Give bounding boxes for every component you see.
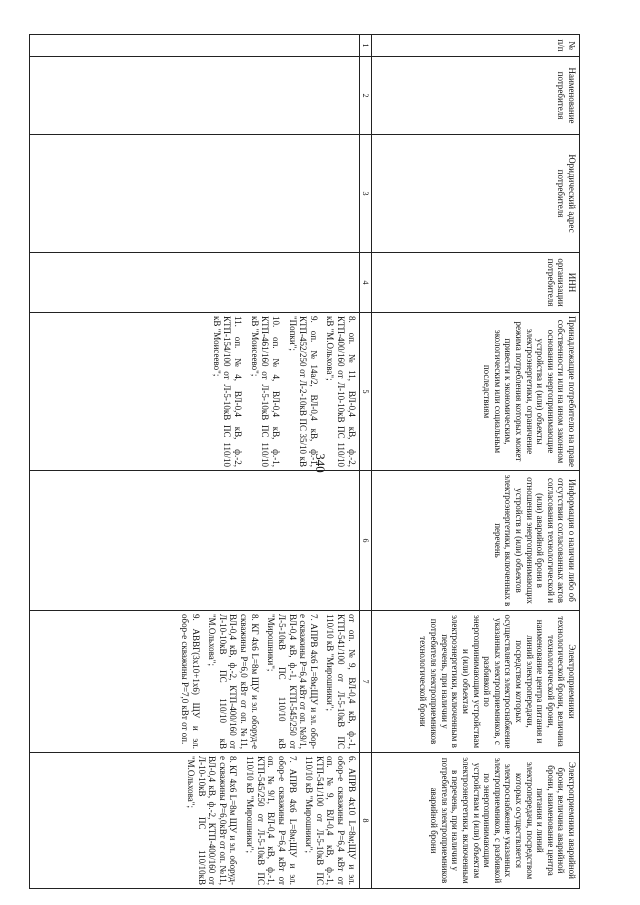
column-number: 4	[359, 253, 371, 313]
list-item: от оп. №9, ВЛ-0,4 кВ, ф.-1, КТП-541/100 от Л-5-10кВ ПС 110/10 кВ "Мирошники";	[325, 614, 357, 749]
cell-col8	[29, 753, 359, 889]
list-item: 7. АПРВ 4х6 L=8м;ЩУ и эл. обор-е скважины Р=6,4 кВт от оп. №9/1, ВЛ-0,4 кВ, ф.-1, КТП-545/250 от Л-5-10кВ ПС 110/10 кВ "Мирошники";	[266, 614, 319, 749]
column-number-row	[359, 35, 371, 889]
column-number: 1	[359, 35, 371, 57]
list-item: 8. оп. №11, ВЛ-0,4 кВ, ф.-2, КТП-400/160 от Л-10-10кВ ПС 110/10 кВ "М.Ольхова";	[325, 316, 357, 467]
list-item: 6. АПРВ 4х10 L=8м;ЩУ и эл. обор-е скважины Р=6,4 кВт от оп. №9, ВЛ-0,4 кВ, ф.-1, КТП-541/100 от Л-5-10кВ ПС 110/10 кВ "Мирошники";	[304, 756, 357, 885]
header-cell: Наименование потребителя	[372, 57, 580, 135]
table-row	[29, 35, 359, 889]
cell-col7	[29, 611, 359, 753]
column-number: 2	[359, 57, 371, 135]
list-item: 11. оп. №4, ВЛ-0,4 кВ, ф.-2, КТП-154/100 от Л-5-10кВ ПС 110/10 кВ "Моисеево";	[211, 316, 244, 467]
header-cell: № п/п	[372, 35, 580, 57]
column-number: 6	[359, 471, 371, 611]
cell-col4	[29, 253, 359, 313]
list-item: 8. КГ 4х6 L=8м ЩУ и эл. оборуд-е скважины Р=6,0 кВт от оп. №11, ВЛ-0,4 кВ, ф.-2, КТП-400/160 от Л-10-10кВ ПС 110/10 кВ "М.Ольхова";	[207, 614, 260, 749]
column-number: 7	[359, 611, 371, 753]
cell-col5	[29, 313, 359, 471]
header-cell: Принадлежащие потребителю на праве собственности или на ином законном основании энергопринимающие устройства и (или) объекты электроэнергетики, ограничение режима потребления которых может привести к экономическим, экологическим или социальным последствиям	[372, 313, 580, 471]
column-number: 5	[359, 313, 371, 471]
cell-col6	[29, 471, 359, 611]
cell-col2	[29, 57, 359, 135]
list-item: 10. оп. №4, ВЛ-0,4 кВ, ф.-1, КТП-461/160 от Л-5-10кВ ПС 110/10 кВ "Моисеево";	[249, 316, 281, 467]
cell-col3	[29, 135, 359, 253]
consumer-table	[29, 34, 580, 889]
column-number: 8	[359, 753, 371, 889]
cell-col1	[29, 35, 359, 57]
header-cell: ИНН организации потребителя	[372, 253, 580, 313]
header-row	[372, 35, 580, 889]
header-cell: Электроприемники технологической брони, величина технологической брони, наименование центра питания и линий электропередачи, посредством которых осуществляется электроснабжение указанных электроприемников, с разбивкой по энергопринимающим устройствам и (или) объектам электроэнергетики, включенным в перечень, при наличии у потребителя электроприемников технологической брони	[372, 611, 580, 753]
list-item: 9. АВВГ(3х10+1х6) ЩУ и эл. обор-е скважины Р=7,0 кВт от оп.	[180, 614, 201, 749]
header-cell: Юридический адрес потребителя	[372, 135, 580, 253]
list-item: 9. оп. №14а/2, ВЛ-0,4 кВ, ф.-1, КТП-452/250 от Л-2-10кВ ПС 35/10 кВ "Попки";	[287, 316, 319, 467]
page-number: 340	[313, 453, 328, 473]
header-cell: Информация о наличии либо об отсутствии согласованных актов согласования технологической и (или) аварийной брони в отношении энергопринимающих устройств и (или) объектов электроэнергетики, включенных в перечень	[372, 471, 580, 611]
list-item: 7. АПРВ 4х6 L=8м;ЩУ и эл. обор-е скважины Р=6,4 кВт от оп. №9/1, ВЛ-0,4 кВ, ф.-1, КТП-545/250 от Л-5-10кВ ПС 110/10 кВ "Мирошники";	[245, 756, 298, 885]
list-item: 8. КГ 4х6 L=8м ЩУ и эл. оборуд-е скважины Р=6,0кВт от оп. №11, ВЛ-0,4 кВ, ф.-2, КТП-400/160 от Л-10-10кВ ПС 110/10кВ "М.Ольхова";	[186, 756, 239, 885]
header-cell: Электроприемники аварийной брони, величина аварийной брони, наименование центра питания и линий электропередачи, посредством которых осуществляется электроснабжение указанных электроприемников, с разбивкой по энергопринимающим устройствам и (или) объектам электроэнергетики, включенным в перечень, при наличии у потребителя электроприемников аварийной брони	[372, 753, 580, 889]
column-number: 3	[359, 135, 371, 253]
